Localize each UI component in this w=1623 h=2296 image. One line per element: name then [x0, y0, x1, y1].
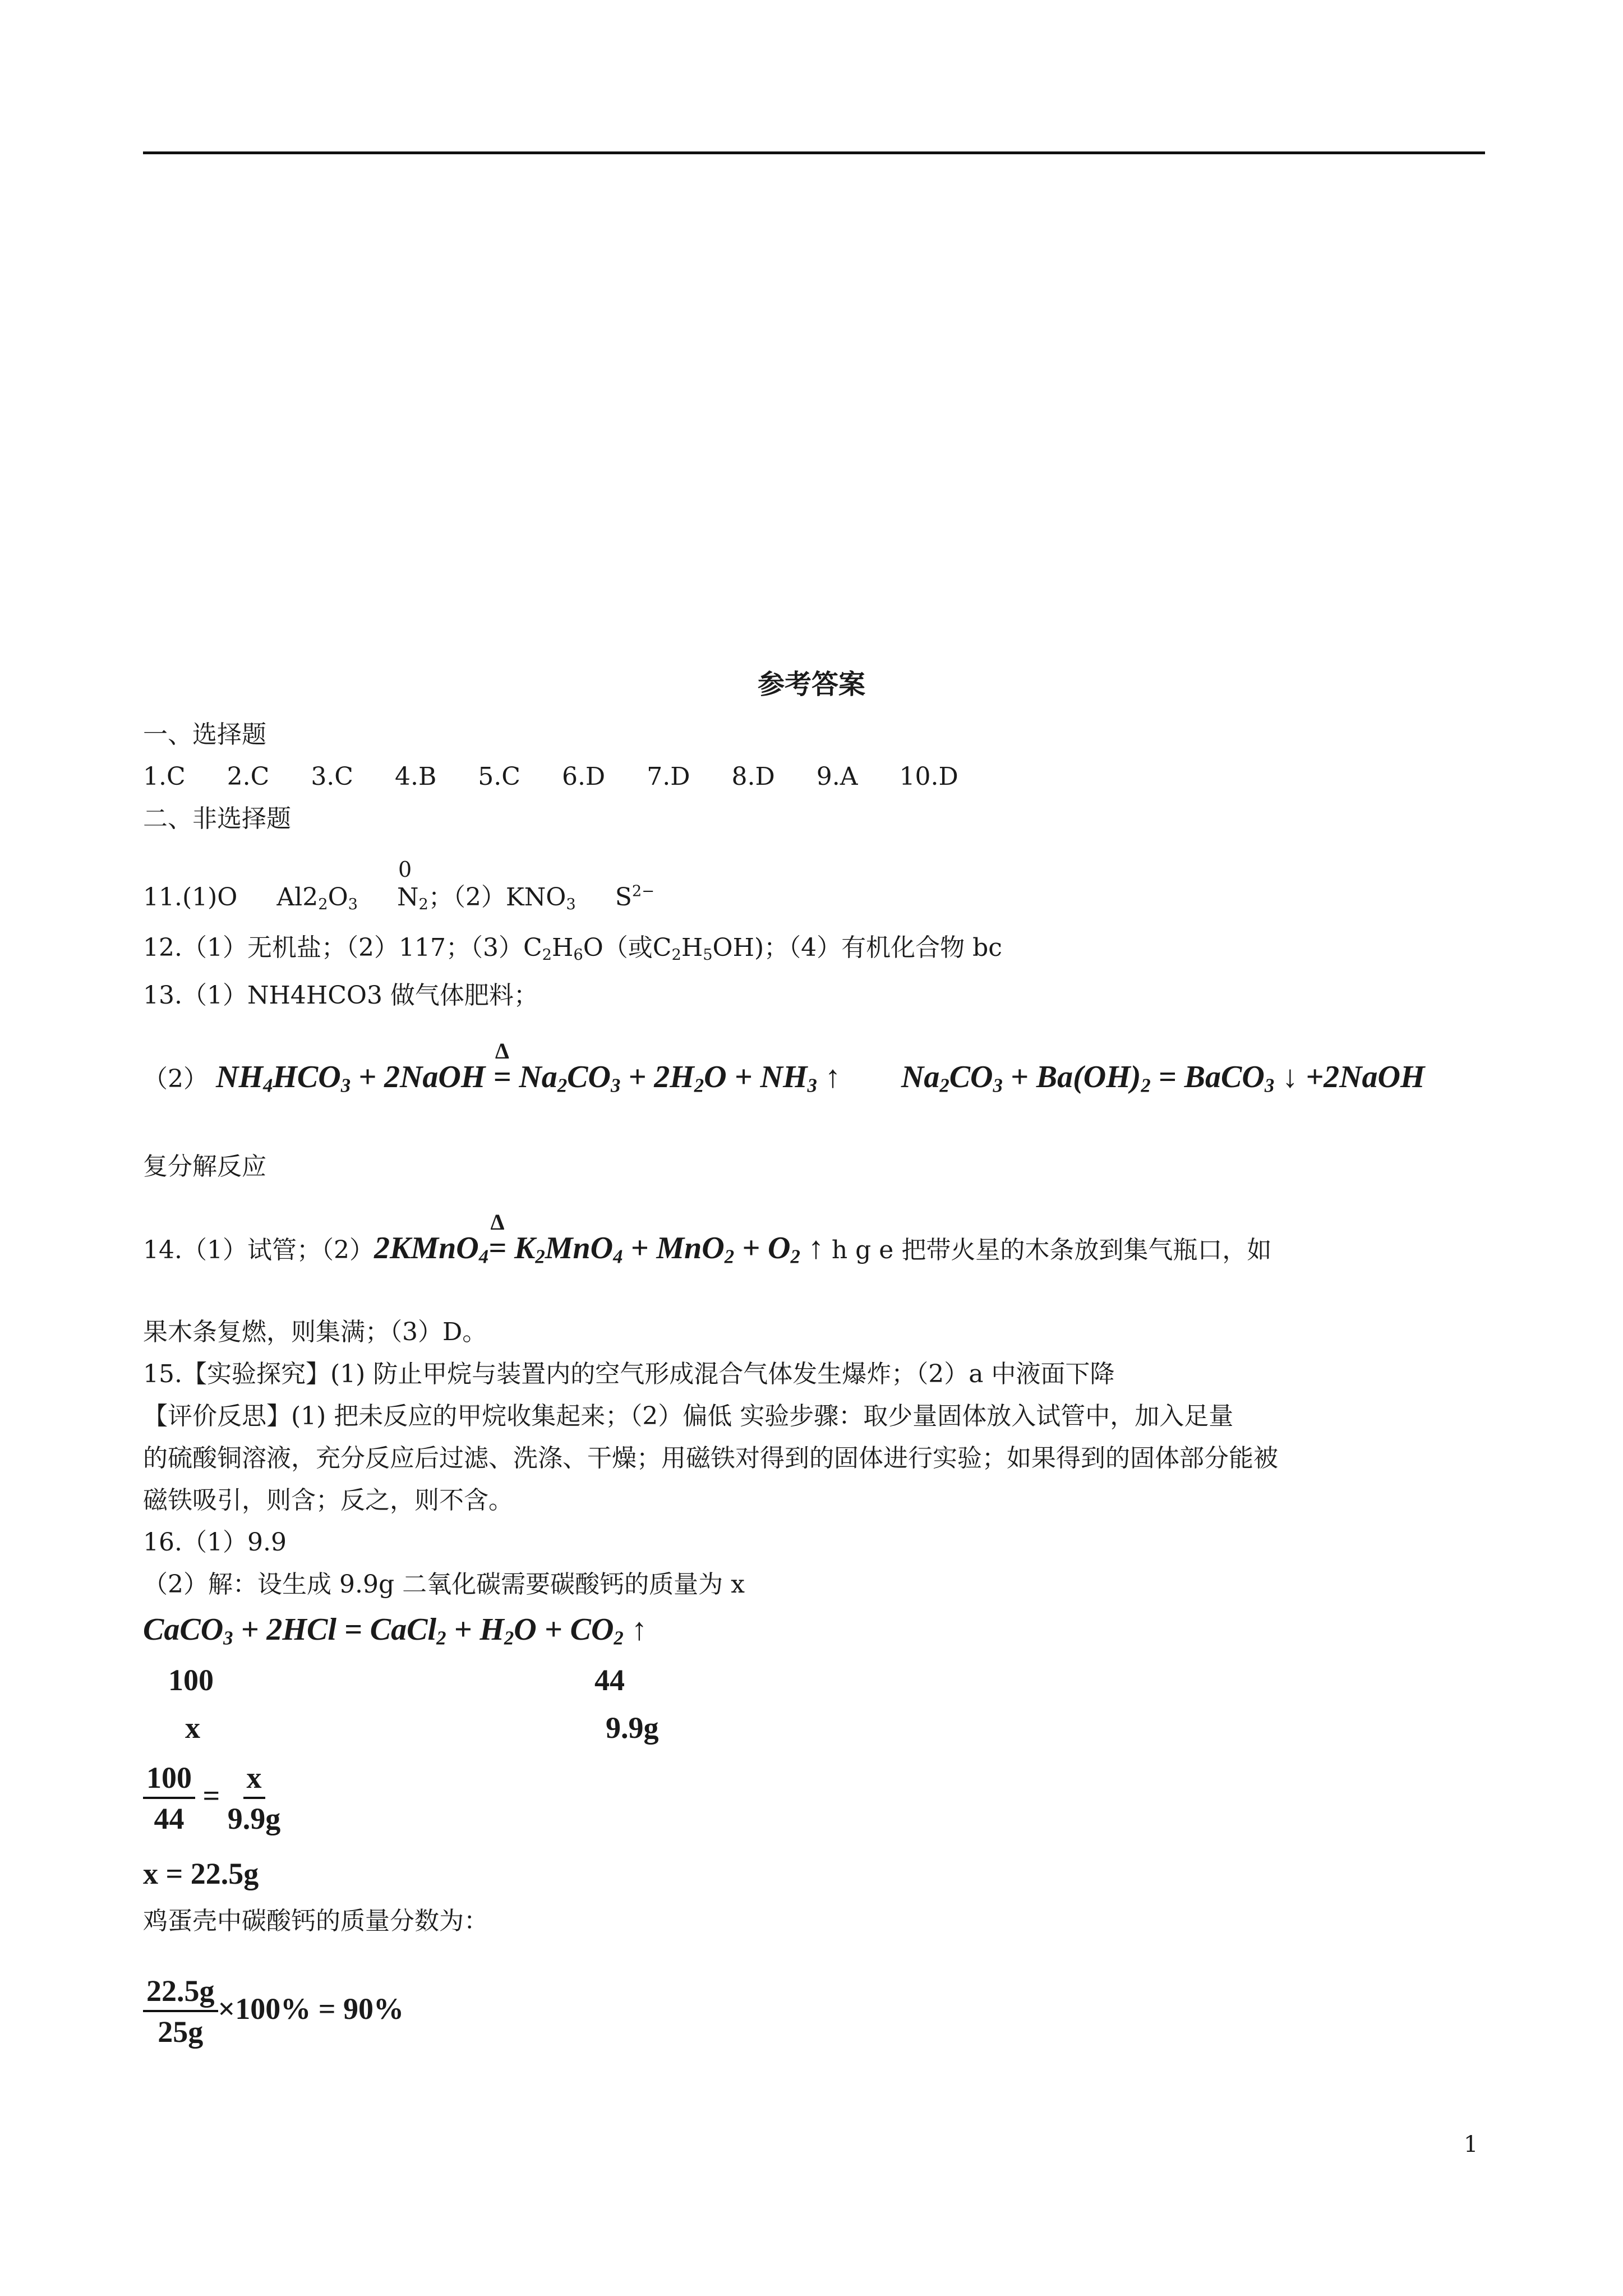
answer-7: 7.D [647, 762, 690, 791]
q16-percentage-calc: $\frac{22.5g}{25g}$ ×100% = 90% [143, 1975, 404, 2049]
q16-equation: CaCO$_3$ + 2HCl = CaCl$_2$ + $H_2O + CO_2$ ↑ [143, 1612, 647, 1649]
answer-4: 4.B [394, 762, 437, 791]
q15-line2: 【评价反思】(1) 把未反应的甲烷收集起来；（2）偏低 实验步骤：取少量固体放入试管中，加入足量 [143, 1402, 1234, 1430]
q16-result: x = 22.5g [143, 1857, 259, 1890]
q11-line: 11.(1)O $Al2_2O_3$ $N_2$；$(2)KNO_3$ $S^{2-}$ [143, 882, 655, 913]
q12-line: 12.（1）无机盐；（2）117；$(3)C_2H_6O$（或$C_2H_5OH$)；（4）有机化合物 bc [143, 933, 1002, 964]
q16-line1: 16.（1）9.9 [143, 1528, 287, 1557]
q13-equation-2: $Na_2CO_3 + Ba(OH)_2$ = BaCO$_3$ ↓ +2NaOH [901, 1060, 1425, 1097]
q16-percentage-label: 鸡蛋壳中碳酸钙的质量分数为： [143, 1907, 488, 1935]
q11-valence-mark: 0 [398, 857, 412, 882]
q14-equation: 2KMnO$_4$ Δ = $K_2MnO_4 + MnO_2 + O_2$ ↑ [374, 1209, 824, 1268]
q15-line4: 磁铁吸引，则含；反之，则不含。 [143, 1486, 513, 1515]
nonchoice-heading: 二、非选择题 [143, 804, 291, 833]
answer-8: 8.D [731, 762, 775, 791]
q13-equations: （2） $NH_4HCO_3$ + 2NaOH Δ = $Na_2CO_3 + 2H_2O + NH_3$ ↑ $Na_2CO_3 + Ba(OH)_2$ = BaCO$_3$ ↓ +2NaOH [143, 1038, 1425, 1097]
q14-line2: 果木条复燃，则集满；（3）D。 [143, 1318, 487, 1346]
q15-line1: 15.【实验探究】(1) 防止甲烷与装置内的空气形成混合气体发生爆炸；（2）a 中液面下降 [143, 1360, 1115, 1388]
answer-6: 6.D [561, 762, 606, 791]
q16-molar-mass-co2: 44 [594, 1663, 625, 1697]
q13-reaction-type: 复分解反应 [143, 1152, 266, 1181]
choice-answers [143, 760, 958, 794]
page-number: 1 [1464, 2132, 1478, 2157]
q16-unknown-x: x [185, 1711, 200, 1745]
answer-1: 1.C [143, 762, 186, 791]
choice-heading: 一、选择题 [143, 720, 266, 749]
q15-line3: 的硫酸铜溶液，充分反应后过滤、洗涤、干燥；用磁铁对得到的固体进行实验；如果得到的固体部分能被 [143, 1444, 1278, 1473]
q16-known-mass: 9.9g [606, 1711, 659, 1745]
answer-3: 3.C [311, 762, 353, 791]
answer-10: 10.D [899, 762, 958, 791]
page-title: 参考答案 [757, 669, 865, 700]
q13-equation-1: $NH_4HCO_3$ + 2NaOH Δ = $Na_2CO_3 + 2H_2O + NH_3$ ↑ [216, 1038, 841, 1097]
answer-9: 9.A [816, 762, 858, 791]
answer-5: 5.C [478, 762, 520, 791]
q16-line2: （2）解：设生成 9.9g 二氧化碳需要碳酸钙的质量为 x [143, 1570, 745, 1599]
header-rule [143, 151, 1485, 154]
q16-proportion: $\frac{100}{44}$ = $\frac{x}{9.9g}$ [143, 1761, 280, 1836]
q14-line1: 14.（1）试管；（2）2KMnO$_4$ Δ = $K_2MnO_4 + MnO_2 + O_2$ ↑ h g e 把带火星的木条放到集气瓶口，如 [143, 1209, 1272, 1268]
answer-2: 2.C [227, 762, 270, 791]
q13-line1: 13.（1）NH4HCO3 做气体肥料； [143, 981, 538, 1010]
q16-molar-mass-caco3: 100 [168, 1663, 214, 1697]
